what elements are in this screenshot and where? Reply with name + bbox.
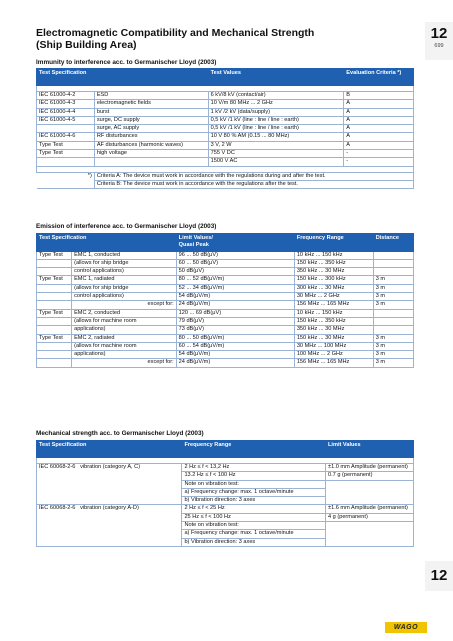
emission-limit: 80 ... 50 dB(μV/m) <box>176 334 294 342</box>
immunity-standard: IEC 61000-4-2 <box>37 92 95 100</box>
page-title <box>36 27 396 51</box>
mech-freq: 13.2 Hz ≤ f < 100 Hz <box>182 472 326 480</box>
immunity-value: 755 V DC <box>208 150 344 158</box>
emission-type <box>37 326 72 334</box>
chapter-tab <box>425 22 453 60</box>
immunity-criteria: - <box>344 150 414 158</box>
mech-row <box>37 505 414 513</box>
mech-desc: vibration (category A, C) <box>80 464 141 470</box>
emission-distance <box>373 259 413 267</box>
mech-col-freq: Frequency Range <box>182 441 326 458</box>
emission-row <box>37 301 414 309</box>
emission-limit: 60 ... 50 dB(μV) <box>176 259 294 267</box>
emission-desc: (allows for ship bridge <box>72 259 177 267</box>
emission-distance: 3 m <box>373 351 413 359</box>
mech-spec: IEC 60068-2-6 <box>39 505 76 512</box>
emission-distance: 3 m <box>373 293 413 301</box>
immunity-value: 1 kV /2 kV (data/supply) <box>208 108 344 116</box>
emission-type <box>37 293 72 301</box>
immunity-test: surge, DC supply <box>94 116 208 124</box>
immunity-standard: IEC 61000-4-6 <box>37 133 95 141</box>
immunity-value: 10 V/m 80 MHz ... 2 GHz <box>208 100 344 108</box>
emission-distance: 3 m <box>373 284 413 292</box>
emission-type: Type Test <box>37 251 72 259</box>
emission-col-spec: Test Specification <box>37 234 177 252</box>
emission-type <box>37 342 72 350</box>
emission-col-limits-1: Limit Values/ <box>178 235 213 241</box>
emission-limit: 80 ... 52 dB(μV/m) <box>176 276 294 284</box>
mech-freq: 2 Hz ≤ f < 25 Hz <box>182 505 326 513</box>
immunity-row <box>37 158 414 166</box>
immunity-standard <box>37 158 95 166</box>
emission-frequency: 300 kHz ... 30 MHz <box>294 284 373 292</box>
immunity-criteria: A <box>344 141 414 149</box>
note-marker-empty <box>37 180 95 188</box>
title-line-1: Electromagnetic Compatibility and Mechanical Strength <box>36 27 315 39</box>
mech-limit: ±1.0 mm Amplitude (permanent) <box>326 464 414 472</box>
immunity-test: RF disturbances <box>94 133 208 141</box>
mech-spec-cell <box>37 464 182 505</box>
note-criteria-a: Criteria A: The device must work in accordance with the regulations during and after the test. <box>94 172 413 180</box>
immunity-standard: IEC 61000-4-3 <box>37 100 95 108</box>
immunity-note-row <box>37 180 414 188</box>
immunity-criteria: B <box>344 92 414 100</box>
footer-chapter-tab <box>425 561 453 591</box>
immunity-value: 10 V 80 % AM (0.15 ... 80 MHz) <box>208 133 344 141</box>
emission-row <box>37 293 414 301</box>
emission-type <box>37 259 72 267</box>
emission-desc: control applications) <box>72 268 177 276</box>
emission-row <box>37 251 414 259</box>
emission-row <box>37 268 414 276</box>
emission-col-distance: Distance <box>373 234 413 252</box>
immunity-test: electromagnetic fields <box>94 100 208 108</box>
emission-row <box>37 309 414 317</box>
mechanical-table <box>36 440 414 547</box>
emission-distance: 3 m <box>373 276 413 284</box>
mech-spec-cell <box>37 505 182 546</box>
immunity-standard: IEC 61000-4-5 <box>37 116 95 124</box>
emission-distance <box>373 309 413 317</box>
immunity-row <box>37 141 414 149</box>
emission-row <box>37 326 414 334</box>
mech-limit: 0.7 g (permanent) <box>326 472 414 480</box>
immunity-criteria: - <box>344 158 414 166</box>
mechanical-title: Mechanical strength acc. to Germanischer Lloyd (2003) <box>36 430 204 437</box>
immunity-row <box>37 108 414 116</box>
emission-frequency: 350 kHz ... 30 MHz <box>294 268 373 276</box>
immunity-row <box>37 150 414 158</box>
emission-limit: 54 dB(μV/m) <box>176 351 294 359</box>
immunity-test: surge, AC supply <box>94 125 208 133</box>
emission-limit: 120 ... 69 dB(μV) <box>176 309 294 317</box>
mech-note: Note on vibration test: <box>182 480 326 488</box>
mech-empty <box>326 480 414 505</box>
mech-col-limits: Limit Values <box>326 441 414 458</box>
emission-desc: EMC 2, conducted <box>72 309 177 317</box>
immunity-header-row <box>37 69 414 86</box>
emission-col-limits-2: Quasi Peak <box>178 242 209 249</box>
immunity-criteria: A <box>344 133 414 141</box>
immunity-table <box>36 68 414 189</box>
emission-type <box>37 317 72 325</box>
emission-frequency: 156 MHz ... 165 MHz <box>294 359 373 367</box>
emission-distance <box>373 326 413 334</box>
emission-limit: 79 dB(μV) <box>176 317 294 325</box>
emission-frequency: 10 kHz ... 150 kHz <box>294 309 373 317</box>
mech-limit: ±1.6 mm Amplitude (permanent) <box>326 505 414 513</box>
emission-desc: (allows for machine room <box>72 342 177 350</box>
emission-row <box>37 259 414 267</box>
immunity-value: 3 V, 2 W <box>208 141 344 149</box>
immunity-title: Immunity to interference acc. to Germanischer Lloyd (2003) <box>36 59 217 66</box>
emission-frequency: 10 kHz ... 150 kHz <box>294 251 373 259</box>
emission-distance: 3 m <box>373 342 413 350</box>
emission-row <box>37 359 414 367</box>
mech-note: a) Frequency change: max. 1 octave/minute <box>182 530 326 538</box>
title-line-2: (Ship Building Area) <box>36 39 137 51</box>
immunity-note-row <box>37 172 414 180</box>
immunity-criteria: A <box>344 100 414 108</box>
emission-distance <box>373 268 413 276</box>
immunity-value: 0,5 kV /1 kV (line : line / line : earth) <box>208 125 344 133</box>
mech-note: b) Vibration direction: 3 axes <box>182 497 326 505</box>
emission-frequency: 150 kHz ... 30 MHz <box>294 334 373 342</box>
mech-note: Note on vibration test: <box>182 522 326 530</box>
emission-distance <box>373 251 413 259</box>
emission-limit: 96 ... 50 dB(μV) <box>176 251 294 259</box>
immunity-row <box>37 116 414 124</box>
immunity-criteria: A <box>344 125 414 133</box>
immunity-standard <box>37 125 95 133</box>
immunity-test: AF disturbances (harmonic waves) <box>94 141 208 149</box>
immunity-row <box>37 92 414 100</box>
emission-frequency: 150 kHz ... 350 kHz <box>294 317 373 325</box>
emission-desc: EMC 2, radiated <box>72 334 177 342</box>
mech-col-spec: Test Specification <box>37 441 182 458</box>
note-criteria-b: Criteria B: The device must work in accordance with the regulations after the test. <box>94 180 413 188</box>
emission-type <box>37 301 72 309</box>
emission-title: Emission of interference acc. to Germanischer Lloyd (2003) <box>36 223 217 230</box>
emission-distance: 3 m <box>373 359 413 367</box>
mechanical-header-row <box>37 441 414 458</box>
emission-row <box>37 351 414 359</box>
immunity-test: ESD <box>94 92 208 100</box>
mech-row <box>37 464 414 472</box>
mech-empty <box>326 522 414 547</box>
emission-type: Type Test <box>37 276 72 284</box>
emission-frequency: 156 MHz ... 165 MHz <box>294 301 373 309</box>
emission-distance <box>373 317 413 325</box>
wago-logo: WAGO <box>385 622 427 633</box>
emission-row <box>37 276 414 284</box>
mech-freq: 2 Hz ≤ f < 13,2 Hz <box>182 464 326 472</box>
emission-frequency: 150 kHz ... 350 kHz <box>294 259 373 267</box>
emission-desc: applications) <box>72 351 177 359</box>
emission-desc: (allows for ship bridge <box>72 284 177 292</box>
immunity-test: burst <box>94 108 208 116</box>
immunity-row <box>37 100 414 108</box>
mech-spec: IEC 60068-2-6 <box>39 464 76 470</box>
mech-limit: 4 g (permanent) <box>326 513 414 521</box>
immunity-test <box>94 158 208 166</box>
emission-frequency: 100 MHz ... 2 GHz <box>294 351 373 359</box>
emission-desc: (allows for machine room <box>72 317 177 325</box>
immunity-row <box>37 133 414 141</box>
emission-limit: 50 dB(μV) <box>176 268 294 276</box>
emission-desc: control applications) <box>72 293 177 301</box>
emission-desc: EMC 1, radiated <box>72 276 177 284</box>
emission-limit: 52 ... 34 dB(μV/m) <box>176 284 294 292</box>
immunity-value: 0,5 kV /1 kV (line : line / line : earth) <box>208 116 344 124</box>
mech-desc: vibration (category A-D) <box>80 505 139 512</box>
immunity-standard: Type Test <box>37 150 95 158</box>
mech-freq: 25 Hz ≤ f < 100 Hz <box>182 513 326 521</box>
emission-distance: 3 m <box>373 334 413 342</box>
emission-frequency: 150 kHz ... 300 kHz <box>294 276 373 284</box>
note-marker: *) <box>37 172 95 180</box>
emission-row <box>37 334 414 342</box>
emission-limit: 54 dB(μV/m) <box>176 293 294 301</box>
immunity-standard: Type Test <box>37 141 95 149</box>
emission-row <box>37 284 414 292</box>
mech-note: b) Vibration direction: 3 axes <box>182 538 326 546</box>
immunity-col-spec: Test Specification <box>37 69 209 86</box>
emission-desc: EMC 1, conducted <box>72 251 177 259</box>
emission-distance: 3 m <box>373 301 413 309</box>
immunity-standard: IEC 61000-4-4 <box>37 108 95 116</box>
emission-type <box>37 284 72 292</box>
emission-row <box>37 317 414 325</box>
emission-type <box>37 268 72 276</box>
emission-header-row <box>37 234 414 252</box>
emission-row <box>37 342 414 350</box>
immunity-criteria: A <box>344 116 414 124</box>
immunity-criteria: A <box>344 108 414 116</box>
mech-note: a) Frequency change: max. 1 octave/minute <box>182 488 326 496</box>
emission-limit: 24 dB(μV/m) <box>176 301 294 309</box>
emission-desc: except for: <box>72 359 177 367</box>
immunity-col-criteria: Evaluation Criteria *) <box>344 69 414 86</box>
emission-type: Type Test <box>37 334 72 342</box>
footer-chapter-number: 12 <box>430 567 448 584</box>
emission-type: Type Test <box>37 309 72 317</box>
emission-limit: 24 dB(μV/m) <box>176 359 294 367</box>
emission-limit: 73 dB(μV) <box>176 326 294 334</box>
emission-frequency: 30 MHz ... 100 MHz <box>294 342 373 350</box>
immunity-value: 1500 V AC <box>208 158 344 166</box>
emission-table <box>36 233 414 368</box>
page-number: 699 <box>434 43 444 49</box>
emission-type <box>37 359 72 367</box>
emission-frequency: 30 MHz ... 2 GHz <box>294 293 373 301</box>
immunity-value: 6 kV/8 kV (contact/air) <box>208 92 344 100</box>
immunity-col-values: Test Values <box>208 69 344 86</box>
emission-desc: applications) <box>72 326 177 334</box>
emission-col-freq: Frequency Range <box>294 234 373 252</box>
chapter-number: 12 <box>430 25 448 42</box>
emission-type <box>37 351 72 359</box>
emission-desc: except for: <box>72 301 177 309</box>
emission-limit: 60 ... 54 dB(μV/m) <box>176 342 294 350</box>
emission-col-limits <box>176 234 294 252</box>
emission-frequency: 350 kHz ... 30 MHz <box>294 326 373 334</box>
immunity-test: high voltage <box>94 150 208 158</box>
immunity-row <box>37 125 414 133</box>
